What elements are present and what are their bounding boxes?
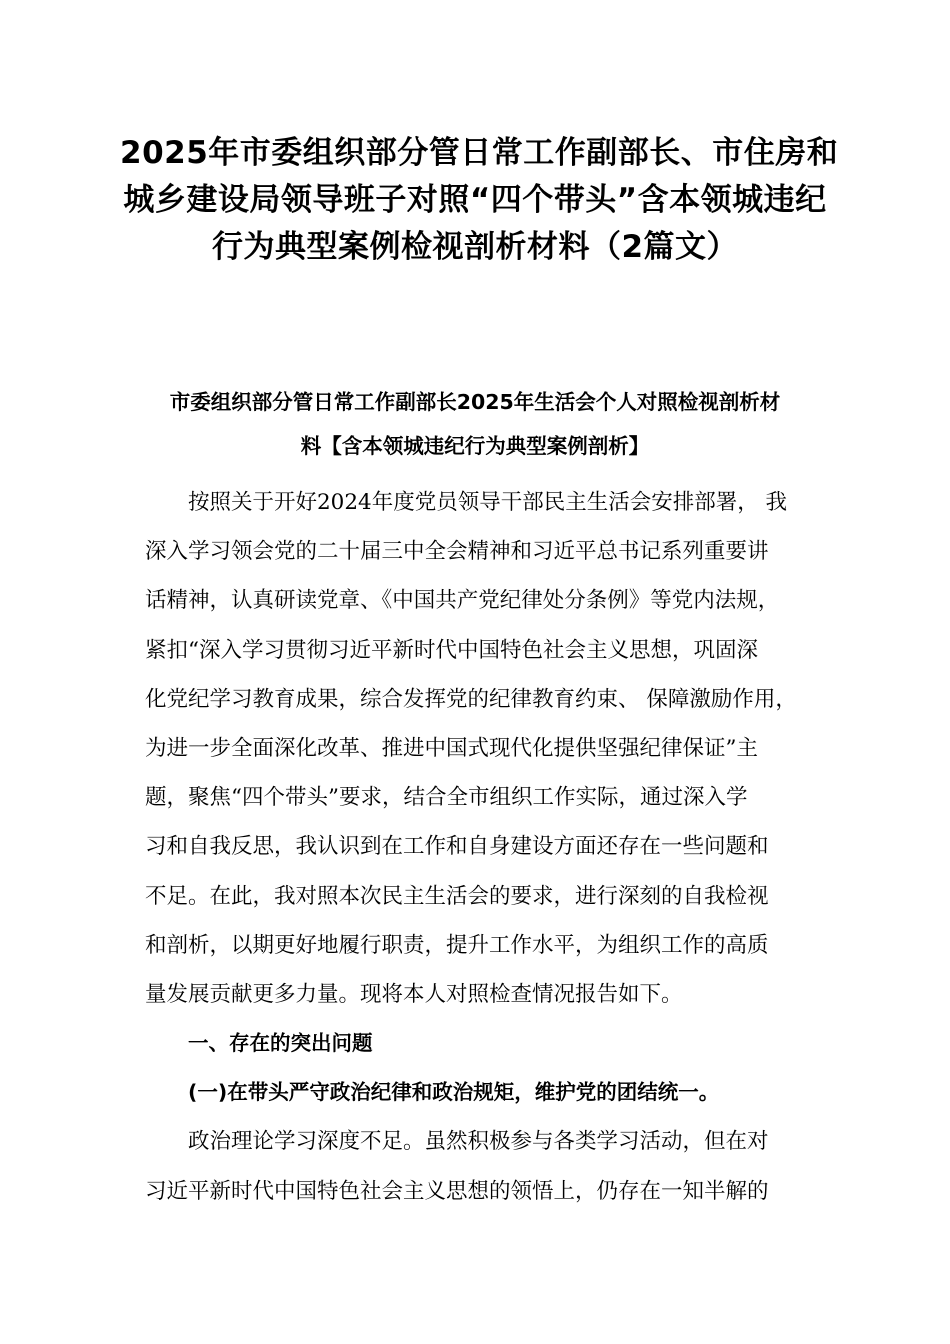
paragraph-1-line: 习和自我反思，我认识到在工作和自身建设方面还存在一些问题和: [145, 834, 769, 860]
subtitle-line-1: 市委组织部分管日常工作副部长2025年生活会个人对照检视剖析材: [169, 390, 781, 414]
document-body: [145, 478, 825, 1216]
title-line-3: 行为典型案例检视剖析材料（2篇文）: [211, 229, 739, 265]
title-line-1: 2025年市委组织部分管日常工作副部长、市住房和: [120, 135, 839, 171]
paragraph-1-line: 量发展贡献更多力量。现将本人对照检查情况报告如下。: [145, 981, 683, 1007]
paragraph-1-line: 不足。在此，我对照本次民主生活会的要求，进行深刻的自我检视: [145, 883, 769, 909]
paragraph-1-line: 话精神，认真研读党章、《中国共产党纪律处分条例》等党内法规，: [145, 588, 780, 614]
section-subtitle: [120, 380, 830, 468]
subtitle-line-2: 料【含本领城违纪行为典型案例剖析】: [300, 434, 650, 458]
paragraph-1-line: 和剖析，以期更好地履行职责，提升工作水平，为组织工作的高质: [145, 932, 769, 958]
paragraph-1-line: 按照关于开好2024年度党员领导干部民主生活会安排部署， 我: [188, 490, 788, 515]
title-line-2: 城乡建设局领导班子对照“四个带头”含本领城违纪: [123, 182, 827, 218]
document-title: [120, 130, 839, 271]
paragraph-2-line: 习近平新时代中国特色社会主义思想的领悟上，仍存在一知半解的: [145, 1178, 769, 1204]
paragraph-1-line: 为进一步全面深化改革、推进中国式现代化提供坚强纪律保证”主: [145, 735, 758, 761]
paragraph-1-line: 题，聚焦“四个带头”要求，结合全市组织工作实际，通过深入学: [145, 785, 748, 811]
paragraph-1-line: 化党纪学习教育成果，综合发挥党的纪律教育约束、 保障激励作用，: [145, 686, 797, 712]
paragraph-1-line: 紧扣“深入学习贯彻习近平新时代中国特色社会主义思想，巩固深: [145, 637, 758, 663]
paragraph-2-line: 政治理论学习深度不足。虽然积极参与各类学习活动，但在对: [188, 1129, 769, 1155]
paragraph-1-line: 深入学习领会党的二十届三中全会精神和习近平总书记系列重要讲: [145, 539, 769, 565]
section-heading: 一、存在的突出问题: [188, 1031, 373, 1056]
subsection-heading: (一)在带头严守政治纪律和政治规矩，维护党的团结统一。: [188, 1080, 720, 1105]
